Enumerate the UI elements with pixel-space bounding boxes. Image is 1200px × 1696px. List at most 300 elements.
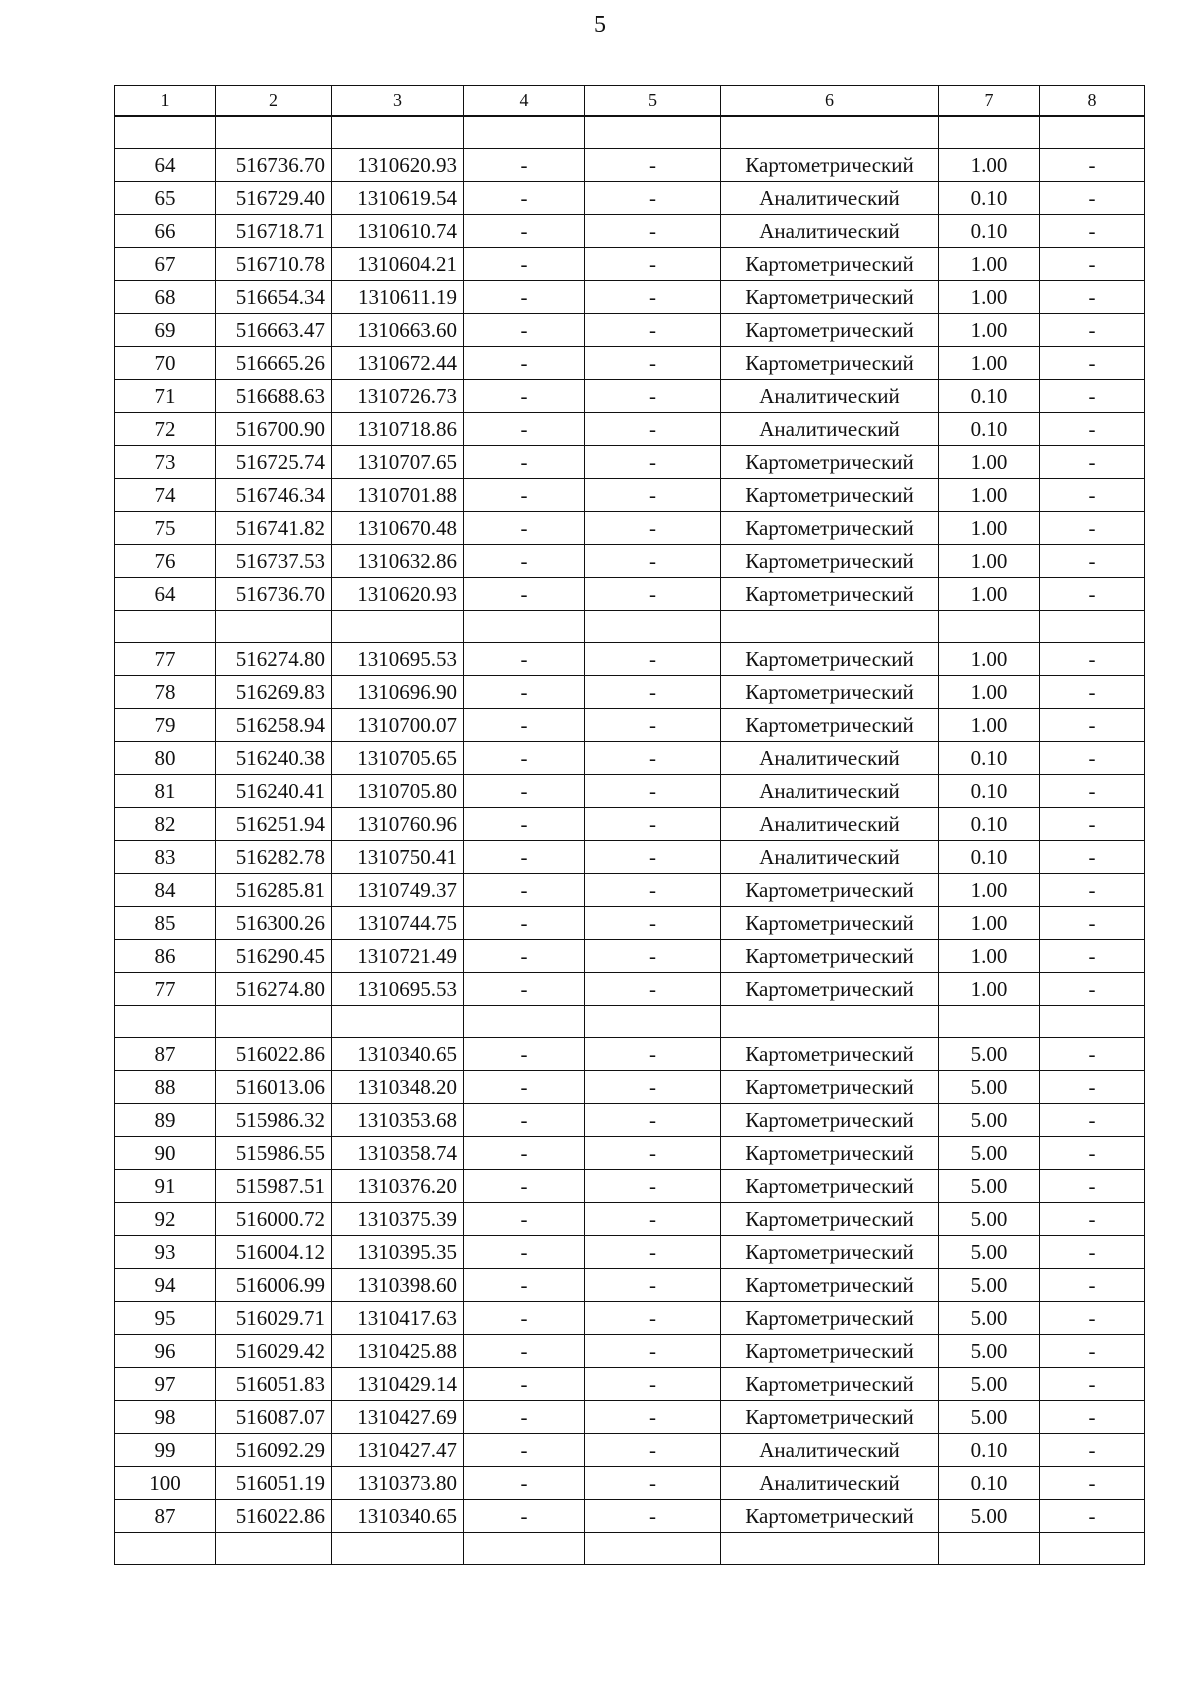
col8-cell: -	[1040, 545, 1145, 578]
accuracy-cell	[939, 611, 1040, 643]
col4-cell: -	[464, 973, 585, 1006]
y-coordinate-cell: 1310398.60	[332, 1269, 464, 1302]
col4-cell: -	[464, 215, 585, 248]
method-cell: Картометрический	[721, 314, 939, 347]
y-coordinate-cell: 1310701.88	[332, 479, 464, 512]
col4-cell: -	[464, 578, 585, 611]
y-coordinate-cell: 1310750.41	[332, 841, 464, 874]
col4-cell: -	[464, 545, 585, 578]
col5-cell: -	[585, 347, 721, 380]
col5-cell: -	[585, 973, 721, 1006]
accuracy-cell: 1.00	[939, 907, 1040, 940]
table-row	[115, 940, 1145, 973]
col8-cell: -	[1040, 1038, 1145, 1071]
col8-cell	[1040, 611, 1145, 643]
x-coordinate-cell: 516051.83	[216, 1368, 332, 1401]
accuracy-cell: 5.00	[939, 1335, 1040, 1368]
y-coordinate-cell: 1310707.65	[332, 446, 464, 479]
method-cell: Картометрический	[721, 281, 939, 314]
col4-cell: -	[464, 1269, 585, 1302]
table-row	[115, 907, 1145, 940]
x-coordinate-cell: 516718.71	[216, 215, 332, 248]
method-cell: Картометрический	[721, 1368, 939, 1401]
col5-cell: -	[585, 1170, 721, 1203]
col8-cell: -	[1040, 1269, 1145, 1302]
method-cell: Картометрический	[721, 1500, 939, 1533]
point-number-cell: 86	[115, 940, 216, 973]
x-coordinate-cell: 516300.26	[216, 907, 332, 940]
y-coordinate-cell: 1310760.96	[332, 808, 464, 841]
table-row	[115, 643, 1145, 676]
method-cell: Картометрический	[721, 973, 939, 1006]
x-coordinate-cell: 516741.82	[216, 512, 332, 545]
point-number-cell: 85	[115, 907, 216, 940]
col5-cell: -	[585, 1269, 721, 1302]
header-cell: 1	[115, 86, 216, 117]
col8-cell: -	[1040, 314, 1145, 347]
header-cell: 4	[464, 86, 585, 117]
method-cell: Картометрический	[721, 940, 939, 973]
col4-cell: -	[464, 1467, 585, 1500]
y-coordinate-cell: 1310425.88	[332, 1335, 464, 1368]
x-coordinate-cell: 516710.78	[216, 248, 332, 281]
accuracy-cell: 1.00	[939, 874, 1040, 907]
x-coordinate-cell: 516282.78	[216, 841, 332, 874]
y-coordinate-cell: 1310417.63	[332, 1302, 464, 1335]
table-row	[115, 1500, 1145, 1533]
table-row	[115, 347, 1145, 380]
col4-cell: -	[464, 347, 585, 380]
accuracy-cell: 1.00	[939, 446, 1040, 479]
col8-cell: -	[1040, 479, 1145, 512]
x-coordinate-cell: 516013.06	[216, 1071, 332, 1104]
table-row	[115, 281, 1145, 314]
col4-cell: -	[464, 248, 585, 281]
accuracy-cell: 5.00	[939, 1038, 1040, 1071]
accuracy-cell: 5.00	[939, 1104, 1040, 1137]
col4-cell: -	[464, 1236, 585, 1269]
method-cell: Картометрический	[721, 1335, 939, 1368]
table-row	[115, 380, 1145, 413]
col4-cell: -	[464, 1104, 585, 1137]
accuracy-cell: 1.00	[939, 973, 1040, 1006]
x-coordinate-cell: 516022.86	[216, 1500, 332, 1533]
col4-cell: -	[464, 1203, 585, 1236]
col5-cell: -	[585, 182, 721, 215]
x-coordinate-cell: 516290.45	[216, 940, 332, 973]
method-cell: Картометрический	[721, 149, 939, 182]
col8-cell: -	[1040, 281, 1145, 314]
col8-cell	[1040, 116, 1145, 149]
y-coordinate-cell: 1310353.68	[332, 1104, 464, 1137]
method-cell: Картометрический	[721, 676, 939, 709]
accuracy-cell: 1.00	[939, 676, 1040, 709]
col5-cell: -	[585, 248, 721, 281]
col8-cell: -	[1040, 1434, 1145, 1467]
method-cell	[721, 1006, 939, 1038]
method-cell: Картометрический	[721, 1236, 939, 1269]
col5-cell: -	[585, 775, 721, 808]
x-coordinate-cell: 516274.80	[216, 973, 332, 1006]
point-number-cell	[115, 116, 216, 149]
y-coordinate-cell: 1310672.44	[332, 347, 464, 380]
col4-cell: -	[464, 742, 585, 775]
col4-cell: -	[464, 314, 585, 347]
col8-cell: -	[1040, 380, 1145, 413]
accuracy-cell	[939, 116, 1040, 149]
accuracy-cell: 0.10	[939, 808, 1040, 841]
col8-cell: -	[1040, 1500, 1145, 1533]
accuracy-cell: 1.00	[939, 248, 1040, 281]
x-coordinate-cell: 516000.72	[216, 1203, 332, 1236]
accuracy-cell	[939, 1006, 1040, 1038]
table-row	[115, 1137, 1145, 1170]
col4-cell: -	[464, 380, 585, 413]
col5-cell: -	[585, 808, 721, 841]
page-number: 5	[594, 12, 606, 38]
y-coordinate-cell: 1310375.39	[332, 1203, 464, 1236]
method-cell: Аналитический	[721, 841, 939, 874]
col5-cell	[585, 611, 721, 643]
x-coordinate-cell: 516737.53	[216, 545, 332, 578]
col4-cell: -	[464, 446, 585, 479]
col4-cell: -	[464, 1170, 585, 1203]
col8-cell: -	[1040, 940, 1145, 973]
point-number-cell: 87	[115, 1038, 216, 1071]
point-number-cell: 77	[115, 643, 216, 676]
col8-cell: -	[1040, 1137, 1145, 1170]
col4-cell: -	[464, 874, 585, 907]
method-cell: Картометрический	[721, 578, 939, 611]
point-number-cell: 74	[115, 479, 216, 512]
col4-cell	[464, 611, 585, 643]
point-number-cell: 67	[115, 248, 216, 281]
y-coordinate-cell	[332, 1006, 464, 1038]
x-coordinate-cell: 515987.51	[216, 1170, 332, 1203]
col5-cell: -	[585, 1071, 721, 1104]
col4-cell: -	[464, 281, 585, 314]
col5-cell: -	[585, 479, 721, 512]
col5-cell: -	[585, 215, 721, 248]
table-row	[115, 1170, 1145, 1203]
point-number-cell: 90	[115, 1137, 216, 1170]
method-cell	[721, 611, 939, 643]
col4-cell: -	[464, 1137, 585, 1170]
accuracy-cell: 1.00	[939, 643, 1040, 676]
col8-cell: -	[1040, 709, 1145, 742]
col8-cell: -	[1040, 1467, 1145, 1500]
method-cell	[721, 116, 939, 149]
col4-cell: -	[464, 775, 585, 808]
header-cell: 2	[216, 86, 332, 117]
accuracy-cell: 5.00	[939, 1368, 1040, 1401]
col4-cell: -	[464, 907, 585, 940]
y-coordinate-cell: 1310611.19	[332, 281, 464, 314]
table-row	[115, 182, 1145, 215]
x-coordinate-cell: 516729.40	[216, 182, 332, 215]
col5-cell: -	[585, 709, 721, 742]
method-cell: Картометрический	[721, 1137, 939, 1170]
accuracy-cell: 0.10	[939, 215, 1040, 248]
method-cell: Картометрический	[721, 643, 939, 676]
col8-cell: -	[1040, 874, 1145, 907]
x-coordinate-cell: 516700.90	[216, 413, 332, 446]
col8-cell: -	[1040, 775, 1145, 808]
col4-cell: -	[464, 1302, 585, 1335]
y-coordinate-cell: 1310695.53	[332, 643, 464, 676]
separator-row	[115, 1006, 1145, 1038]
col8-cell: -	[1040, 182, 1145, 215]
point-number-cell: 65	[115, 182, 216, 215]
table-row	[115, 248, 1145, 281]
table-row	[115, 149, 1145, 182]
y-coordinate-cell: 1310358.74	[332, 1137, 464, 1170]
point-number-cell: 92	[115, 1203, 216, 1236]
table-row	[115, 446, 1145, 479]
col4-cell: -	[464, 1368, 585, 1401]
table-row	[115, 1434, 1145, 1467]
y-coordinate-cell: 1310619.54	[332, 182, 464, 215]
point-number-cell: 88	[115, 1071, 216, 1104]
method-cell: Аналитический	[721, 1434, 939, 1467]
y-coordinate-cell	[332, 116, 464, 149]
col4-cell: -	[464, 643, 585, 676]
y-coordinate-cell: 1310395.35	[332, 1236, 464, 1269]
x-coordinate-cell: 516746.34	[216, 479, 332, 512]
col5-cell: -	[585, 1434, 721, 1467]
col8-cell: -	[1040, 973, 1145, 1006]
y-coordinate-cell	[332, 611, 464, 643]
accuracy-cell: 0.10	[939, 742, 1040, 775]
col5-cell: -	[585, 1203, 721, 1236]
y-coordinate-cell: 1310427.47	[332, 1434, 464, 1467]
col8-cell: -	[1040, 1335, 1145, 1368]
accuracy-cell: 1.00	[939, 940, 1040, 973]
accuracy-cell: 0.10	[939, 182, 1040, 215]
col5-cell: -	[585, 1368, 721, 1401]
point-number-cell: 77	[115, 973, 216, 1006]
col8-cell: -	[1040, 643, 1145, 676]
header-cell: 6	[721, 86, 939, 117]
x-coordinate-cell: 516029.42	[216, 1335, 332, 1368]
method-cell: Картометрический	[721, 1269, 939, 1302]
method-cell: Картометрический	[721, 1038, 939, 1071]
point-number-cell: 66	[115, 215, 216, 248]
x-coordinate-cell	[216, 116, 332, 149]
col5-cell: -	[585, 676, 721, 709]
method-cell: Картометрический	[721, 512, 939, 545]
point-number-cell: 99	[115, 1434, 216, 1467]
col5-cell: -	[585, 281, 721, 314]
accuracy-cell: 5.00	[939, 1269, 1040, 1302]
method-cell: Аналитический	[721, 413, 939, 446]
accuracy-cell: 1.00	[939, 512, 1040, 545]
col8-cell: -	[1040, 841, 1145, 874]
x-coordinate-cell: 516022.86	[216, 1038, 332, 1071]
col8-cell: -	[1040, 215, 1145, 248]
accuracy-cell: 0.10	[939, 841, 1040, 874]
table-row	[115, 1401, 1145, 1434]
point-number-cell: 64	[115, 578, 216, 611]
method-cell: Картометрический	[721, 347, 939, 380]
table-row	[115, 709, 1145, 742]
accuracy-cell: 5.00	[939, 1170, 1040, 1203]
col5-cell: -	[585, 413, 721, 446]
x-coordinate-cell: 516240.38	[216, 742, 332, 775]
accuracy-cell: 1.00	[939, 314, 1040, 347]
col8-cell: -	[1040, 1170, 1145, 1203]
col4-cell: -	[464, 1038, 585, 1071]
col8-cell	[1040, 1006, 1145, 1038]
col4-cell	[464, 1006, 585, 1038]
x-coordinate-cell: 516092.29	[216, 1434, 332, 1467]
point-number-cell: 94	[115, 1269, 216, 1302]
col4-cell: -	[464, 1335, 585, 1368]
point-number-cell	[115, 1006, 216, 1038]
method-cell: Картометрический	[721, 1170, 939, 1203]
accuracy-cell: 5.00	[939, 1203, 1040, 1236]
method-cell: Картометрический	[721, 479, 939, 512]
point-number-cell: 87	[115, 1500, 216, 1533]
table-row	[115, 1368, 1145, 1401]
x-coordinate-cell	[216, 611, 332, 643]
col4-cell: -	[464, 709, 585, 742]
col4-cell: -	[464, 676, 585, 709]
point-number-cell: 95	[115, 1302, 216, 1335]
col4-cell: -	[464, 1401, 585, 1434]
point-number-cell: 75	[115, 512, 216, 545]
accuracy-cell: 5.00	[939, 1302, 1040, 1335]
accuracy-cell: 1.00	[939, 479, 1040, 512]
col5-cell	[585, 116, 721, 149]
method-cell: Аналитический	[721, 215, 939, 248]
point-number-cell	[115, 611, 216, 643]
method-cell: Аналитический	[721, 775, 939, 808]
point-number-cell: 83	[115, 841, 216, 874]
method-cell: Картометрический	[721, 1203, 939, 1236]
col4-cell: -	[464, 808, 585, 841]
point-number-cell: 78	[115, 676, 216, 709]
x-coordinate-cell: 516274.80	[216, 643, 332, 676]
point-number-cell	[115, 1533, 216, 1565]
y-coordinate-cell: 1310340.65	[332, 1500, 464, 1533]
col8-cell: -	[1040, 248, 1145, 281]
col8-cell: -	[1040, 676, 1145, 709]
accuracy-cell: 1.00	[939, 281, 1040, 314]
method-cell: Картометрический	[721, 545, 939, 578]
col5-cell: -	[585, 1500, 721, 1533]
accuracy-cell: 5.00	[939, 1137, 1040, 1170]
col8-cell: -	[1040, 512, 1145, 545]
table-header-row	[115, 86, 1145, 117]
col8-cell: -	[1040, 1401, 1145, 1434]
point-number-cell: 70	[115, 347, 216, 380]
col4-cell: -	[464, 182, 585, 215]
method-cell	[721, 1533, 939, 1565]
col4-cell	[464, 116, 585, 149]
col5-cell: -	[585, 1335, 721, 1368]
table-row	[115, 314, 1145, 347]
col8-cell	[1040, 1533, 1145, 1565]
table-row	[115, 742, 1145, 775]
y-coordinate-cell: 1310620.93	[332, 578, 464, 611]
table-row	[115, 1335, 1145, 1368]
method-cell: Аналитический	[721, 808, 939, 841]
y-coordinate-cell: 1310620.93	[332, 149, 464, 182]
y-coordinate-cell: 1310610.74	[332, 215, 464, 248]
col5-cell: -	[585, 380, 721, 413]
accuracy-cell: 1.00	[939, 149, 1040, 182]
table-row	[115, 808, 1145, 841]
table-row	[115, 973, 1145, 1006]
accuracy-cell: 0.10	[939, 380, 1040, 413]
table-row	[115, 1038, 1145, 1071]
col8-cell: -	[1040, 1071, 1145, 1104]
y-coordinate-cell: 1310373.80	[332, 1467, 464, 1500]
accuracy-cell: 0.10	[939, 413, 1040, 446]
point-number-cell: 89	[115, 1104, 216, 1137]
col8-cell: -	[1040, 413, 1145, 446]
table-row	[115, 413, 1145, 446]
col8-cell: -	[1040, 1236, 1145, 1269]
table-row	[115, 841, 1145, 874]
y-coordinate-cell: 1310429.14	[332, 1368, 464, 1401]
point-number-cell: 69	[115, 314, 216, 347]
accuracy-cell: 5.00	[939, 1071, 1040, 1104]
header-cell: 8	[1040, 86, 1145, 117]
table-body	[115, 86, 1145, 1565]
col8-cell: -	[1040, 149, 1145, 182]
col4-cell: -	[464, 149, 585, 182]
col5-cell: -	[585, 512, 721, 545]
x-coordinate-cell: 516029.71	[216, 1302, 332, 1335]
method-cell: Аналитический	[721, 380, 939, 413]
table-row	[115, 1203, 1145, 1236]
table-row	[115, 1302, 1145, 1335]
x-coordinate-cell: 516736.70	[216, 578, 332, 611]
x-coordinate-cell	[216, 1533, 332, 1565]
y-coordinate-cell: 1310749.37	[332, 874, 464, 907]
accuracy-cell: 1.00	[939, 578, 1040, 611]
point-number-cell: 84	[115, 874, 216, 907]
y-coordinate-cell	[332, 1533, 464, 1565]
x-coordinate-cell: 516251.94	[216, 808, 332, 841]
y-coordinate-cell: 1310700.07	[332, 709, 464, 742]
header-cell: 5	[585, 86, 721, 117]
col8-cell: -	[1040, 578, 1145, 611]
separator-row	[115, 1533, 1145, 1565]
accuracy-cell: 1.00	[939, 347, 1040, 380]
col5-cell	[585, 1533, 721, 1565]
point-number-cell: 80	[115, 742, 216, 775]
x-coordinate-cell: 516258.94	[216, 709, 332, 742]
separator-row	[115, 611, 1145, 643]
col4-cell: -	[464, 413, 585, 446]
point-number-cell: 72	[115, 413, 216, 446]
col5-cell: -	[585, 907, 721, 940]
y-coordinate-cell: 1310705.65	[332, 742, 464, 775]
method-cell: Картометрический	[721, 1104, 939, 1137]
col4-cell: -	[464, 512, 585, 545]
col5-cell: -	[585, 578, 721, 611]
point-number-cell: 97	[115, 1368, 216, 1401]
col5-cell: -	[585, 1038, 721, 1071]
col8-cell: -	[1040, 808, 1145, 841]
col5-cell: -	[585, 314, 721, 347]
col4-cell: -	[464, 1434, 585, 1467]
col5-cell: -	[585, 940, 721, 973]
coordinates-table	[114, 85, 1145, 1565]
